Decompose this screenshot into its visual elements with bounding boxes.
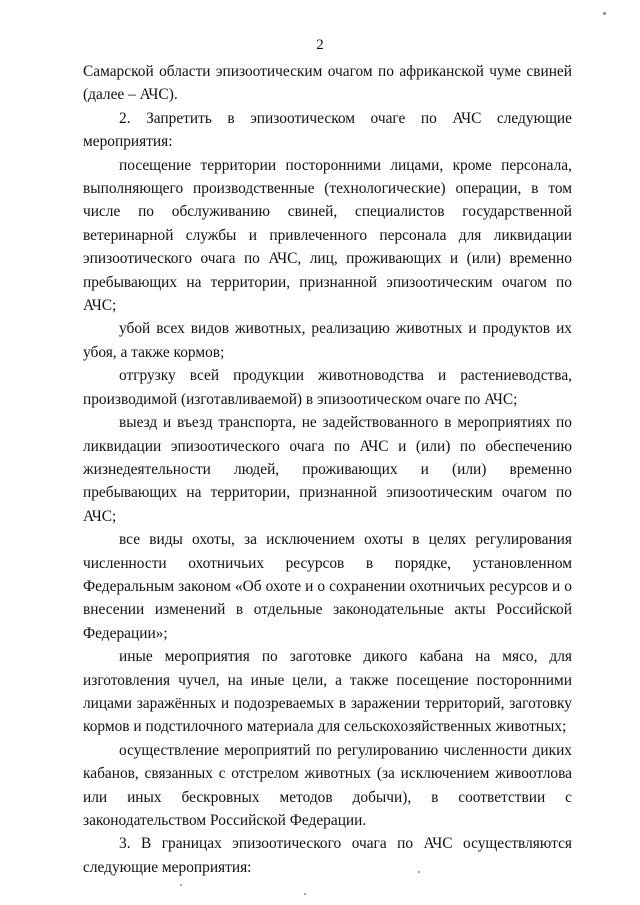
paragraph-item-2: 2. Запретить в эпизоотическом очаге по АЧС следующие мероприятия: bbox=[83, 109, 572, 151]
paragraph-ban-hunting: все виды охоты, за исключением охоты в целях регулирования численности охотничьих ресурсов в порядке, установленном Федеральным законом «Об охоте и о сохранении охотничьих ресурсов и о внесении изменений в отдельные законодательные акты Российской Федерации»; bbox=[83, 531, 572, 642]
paragraph-ban-shipment: отгрузку всей продукции животноводства и растениеводства, производимой (изготавливаемой) в эпизоотическом очаге по АЧС; bbox=[83, 367, 572, 408]
paragraph-ban-visits: посещение территории посторонними лицами, кроме персонала, выполняющего производственные (технологические) операции, в том числе по обслуживанию свиней, специалистов государственной ветеринарной службы и привлеченного персонала для ликвидации эпизоотического очага по АЧС, лиц, проживающих и (или) временно пребывающих на территории, признанной эпизоотическим очагом по АЧС; bbox=[83, 156, 572, 315]
scan-speck bbox=[180, 884, 182, 886]
paragraph-ban-boar-harvesting: иные мероприятия по заготовке дикого кабана на мясо, для изготовления чучел, на иные цели, а также посещение посторонними лицами заражённых и подозреваемых в заражении территорий, заготовку кормов и подстилочного материала для сельскохозяйственных животных; bbox=[83, 648, 572, 736]
scan-speck bbox=[418, 871, 420, 873]
paragraph-ban-transport: выезд и въезд транспорта, не задействованного в мероприятиях по ликвидации эпизоотического очага по АЧС и (или) по обеспечению жизнедеятельности людей, проживающих и (или) временно пребывающих на территории, признанной эпизоотическим очагом по АЧС; bbox=[83, 414, 572, 525]
scan-speck bbox=[304, 893, 306, 895]
page-number: 2 bbox=[316, 37, 324, 53]
document-body bbox=[83, 60, 572, 879]
paragraph-ban-boar-culling: осуществление мероприятий по регулированию численности диких кабанов, связанных с отстрелом животных (за исключением живоотлова или иных бескровных методов добычи), в соответствии с законодательством Российской Федерации. bbox=[83, 741, 572, 829]
paragraph-item-3: 3. В границах эпизоотического очага по АЧС осуществляются следующие мероприятия: bbox=[83, 835, 572, 876]
scan-speck bbox=[603, 12, 606, 15]
paragraph-ban-slaughter: убой всех видов животных, реализацию животных и продуктов их убоя, а также кормов; bbox=[83, 320, 572, 361]
paragraph-continuation: Самарской области эпизоотическим очагом по африканской чуме свиней (далее – АЧС). bbox=[83, 63, 572, 104]
